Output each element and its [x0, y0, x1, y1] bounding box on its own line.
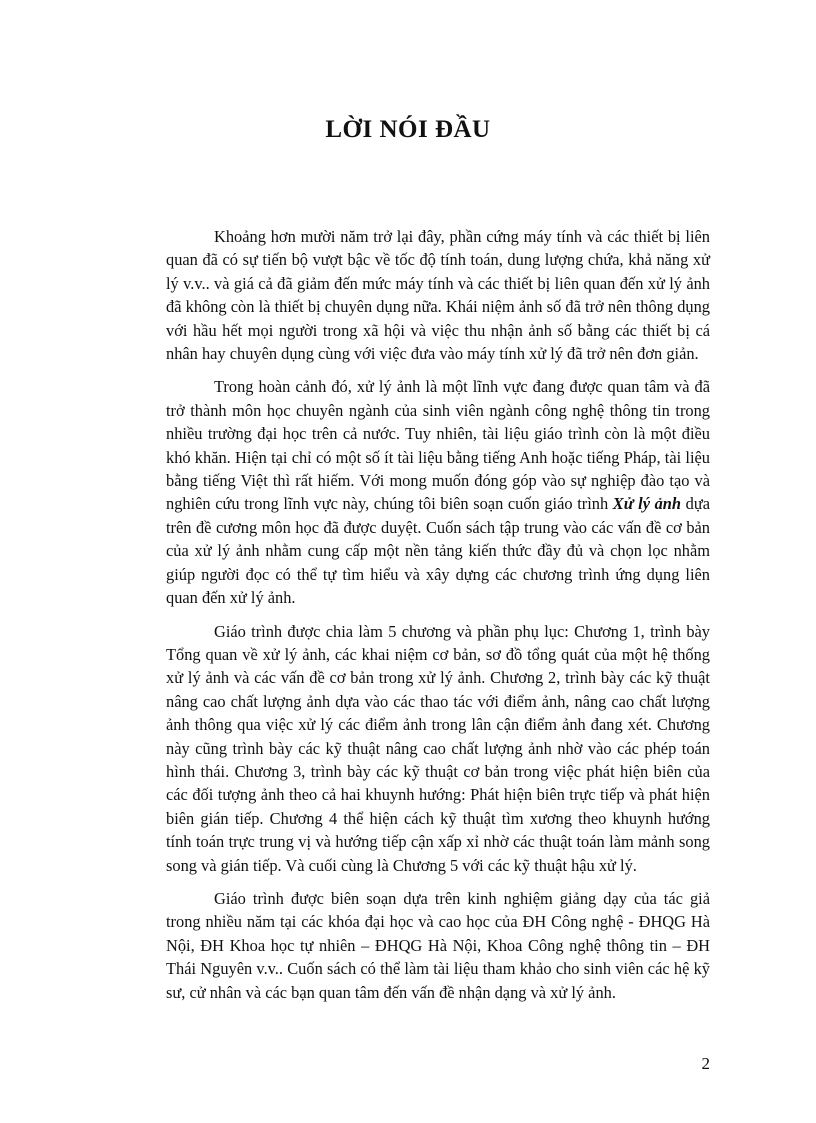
book-title-emphasis: Xử lý ảnh — [612, 494, 682, 514]
paragraph-3: Giáo trình được chia làm 5 chương và phần phụ lục: Chương 1, trình bày Tổng quan về xử lý ảnh, các khai niệm cơ bản, sơ đồ tổng quát của một hệ thống xử lý ảnh và các vấn đề cơ bản trong xử lý ảnh. Chương 2, trình bày các kỹ thuật nâng cao chất lượng ảnh dựa vào các thao tác với điểm ảnh, nâng cao chất lượng ảnh thông qua việc xử lý các điểm ảnh trong lân cận điểm ảnh đang xét. Chương này cũng trình bày các kỹ thuật nâng cao chất lượng ảnh nhờ vào các phép toán hình thái. Chương 3, trình bày các kỹ thuật cơ bản trong việc phát hiện biên của các đối tượng ảnh theo cả hai khuynh hướng: Phát hiện biên trực tiếp và phát hiện biên gián tiếp. Chương 4 thể hiện cách kỹ thuật tìm xương theo khuynh hướng tính toán trực trung vị và hướng tiếp cận xấp xỉ nhờ các thuật toán làm mảnh song song và gián tiếp. Và cuối cùng là Chương 5 với các kỹ thuật hậu xử lý. — [166, 621, 710, 875]
paragraph-2 — [166, 375, 710, 609]
page-number: 2 — [701, 1054, 710, 1073]
paragraph-2-text-before: Trong hoàn cảnh đó, xử lý ảnh là một lĩnh vực đang được quan tâm và đã trở thành môn học chuyên ngành của sinh viên ngành công nghệ thông tin trong nhiều trường đại học trên cả nước. Tuy nhiên, tài liệu giáo trình còn là một điều khó khăn. Hiện tại chỉ có một số ít tài liệu bằng tiếng Anh hoặc tiếng Pháp, tài liệu bằng tiếng Việt thì rất hiếm. Với mong muốn đóng góp vào sự nghiệp đào tạo và nghiên cứu trong lĩnh vực này, chúng tôi biên soạn cuốn giáo trình — [166, 377, 710, 514]
paragraph-4: Giáo trình được biên soạn dựa trên kinh nghiệm giảng dạy của tác giả trong nhiều năm tại các khóa đại học và cao học của ĐH Công nghệ - ĐHQG Hà Nội, ĐH Khoa học tự nhiên – ĐHQG Hà Nội, Khoa Công nghệ thông tin – ĐH Thái Nguyên v.v.. Cuốn sách có thể làm tài liệu tham khảo cho sinh viên các hệ kỹ sư, cử nhân và các bạn quan tâm đến vấn đề nhận dạng và xử lý ảnh. — [166, 888, 710, 1002]
page-title: LỜI NÓI ĐẦU — [325, 116, 491, 143]
paragraph-2-text-after: dựa trên đề cương môn học đã được duyệt. Cuốn sách tập trung vào các vấn đề cơ bản của xử lý ảnh nhằm cung cấp một nền tảng kiến thức đầy đủ và chọn lọc nhằm giúp người đọc có thể tự tìm hiểu và xây dựng các chương trình ứng dụng liên quan đến xử lý ảnh. — [166, 494, 711, 608]
paragraph-1: Khoảng hơn mười năm trở lại đây, phần cứng máy tính và các thiết bị liên quan đã có sự tiến bộ vượt bậc về tốc độ tính toán, dung lượng chứa, khả năng xử lý v.v.. và giá cả đã giảm đến mức máy tính và các thiết bị liên quan đến xử lý ảnh đã không còn là thiết bị chuyên dụng nữa. Khái niệm ảnh số đã trở nên thông dụng với hầu hết mọi người trong xã hội và việc thu nhận ảnh số bằng các thiết bị cá nhân hay chuyên dụng cùng với việc đưa vào máy tính xử lý đã trở nên đơn giản. — [166, 227, 710, 364]
document-body — [166, 225, 710, 1014]
